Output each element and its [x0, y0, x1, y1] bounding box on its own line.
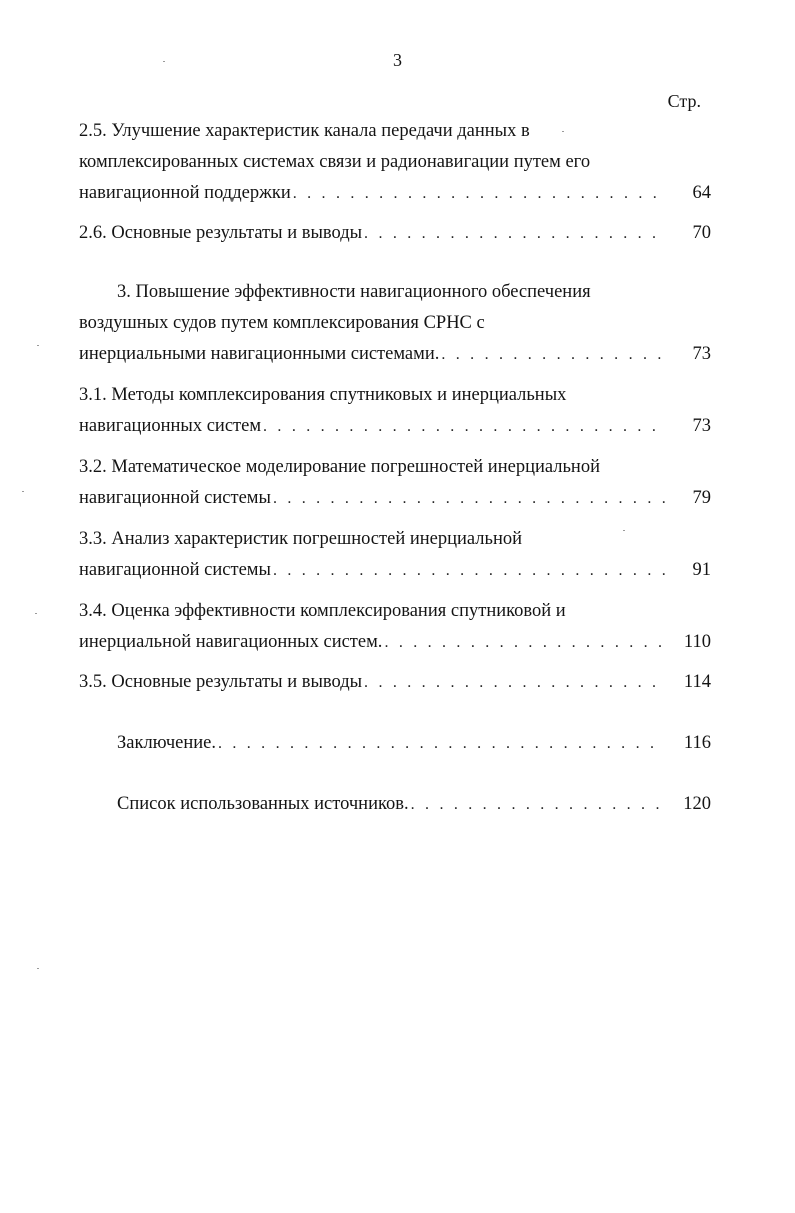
dot-leader [273, 483, 665, 514]
toc-entry-text: навигационной системы [79, 560, 271, 580]
page-column-header: Стр. [667, 91, 701, 111]
toc-entry-text: 3.2. Математическое моделирование погрешностей инерциальной [79, 457, 600, 477]
toc-page-number: 64 [692, 183, 711, 203]
toc-entry-text: инерциальной навигационных систем. [79, 632, 383, 652]
dot-leader [364, 667, 665, 698]
toc-entry-text: навигационных систем [79, 416, 262, 436]
toc-entry-text: Список использованных источников. [117, 794, 409, 814]
toc-entry-text: навигационной системы [79, 488, 271, 508]
dot-leader [364, 218, 665, 249]
toc-page-number: 73 [692, 344, 711, 364]
toc-entry-text: 3. Повышение эффективности навигационного обеспечения [117, 282, 591, 302]
scan-speck [623, 530, 625, 531]
scan-speck [37, 968, 39, 969]
dot-leader [441, 339, 665, 370]
toc-page-number: 120 [683, 794, 711, 814]
scan-speck [562, 131, 564, 132]
toc-entry-text: 2.6. Основные результаты и выводы [79, 223, 363, 243]
toc-entry-text: 3.3. Анализ характеристик погрешностей инерциальной [79, 529, 522, 549]
toc-entry-chapter-3[interactable] [79, 277, 711, 370]
toc-page-number: 70 [692, 223, 711, 243]
toc-entry-text: навигационной поддержки [79, 183, 291, 203]
scan-speck [35, 613, 37, 614]
toc-entry-text: воздушных судов путем комплексирования СРНС с [79, 313, 485, 333]
toc-entry-references[interactable] [79, 789, 711, 820]
page-number: 3 [393, 50, 402, 70]
dot-leader [273, 555, 665, 586]
toc-page-number: 116 [683, 733, 711, 753]
dot-leader [293, 178, 665, 209]
toc-entry-conclusion[interactable] [79, 728, 711, 759]
toc-entry-3-3[interactable] [79, 524, 711, 586]
toc-entry-3-5[interactable] [79, 667, 711, 698]
toc-entry-3-4[interactable] [79, 596, 711, 658]
toc-entry-2-5[interactable] [79, 116, 711, 209]
toc-entry-2-6[interactable] [79, 218, 711, 249]
toc-page-number: 79 [692, 488, 711, 508]
toc-page-number: 91 [692, 560, 711, 580]
toc-page-number: 114 [683, 672, 711, 692]
scan-speck [163, 61, 165, 62]
toc-entry-text: 2.5. Улучшение характеристик канала передачи данных в [79, 121, 530, 141]
toc-entry-text: инерциальными навигационными системами. [79, 344, 440, 364]
dot-leader [263, 411, 665, 442]
table-of-contents [79, 116, 711, 820]
toc-page-number: 110 [683, 632, 711, 652]
toc-entry-text: Заключение. [117, 733, 216, 753]
scan-speck [37, 345, 39, 346]
toc-entry-text: 3.4. Оценка эффективности комплексирования спутниковой и [79, 601, 566, 621]
toc-entry-text: 3.5. Основные результаты и выводы [79, 672, 363, 692]
dot-leader [218, 728, 665, 759]
toc-entry-3-2[interactable] [79, 452, 711, 514]
scan-speck [22, 491, 24, 492]
dot-leader [411, 789, 665, 820]
dot-leader [384, 627, 665, 658]
toc-entry-3-1[interactable] [79, 380, 711, 442]
toc-entry-text: 3.1. Методы комплексирования спутниковых и инерциальных [79, 385, 567, 405]
toc-page-number: 73 [692, 416, 711, 436]
toc-entry-text: комплексированных системах связи и радионавигации путем его [79, 152, 591, 172]
